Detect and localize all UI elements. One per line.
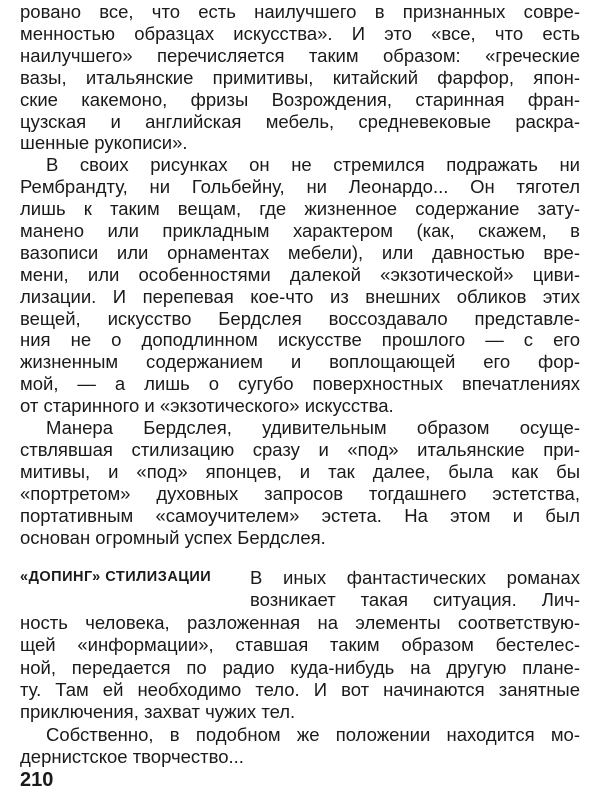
text-line: Собственно, в подобном же положении находится мо- xyxy=(46,724,580,745)
text-line: мой, — а лишь о сугубо поверхностных впечатлениях xyxy=(20,373,580,394)
text-line: ствлявшая стилизацию сразу и «под» итальянские при- xyxy=(20,439,580,460)
text-line: наилучшего» перечисляется таким образом: «греческие xyxy=(20,45,580,66)
text-line: щей «информации», ставшая таким образом бестелес- xyxy=(20,634,580,655)
text-line: дернистское творчество... xyxy=(20,746,244,767)
text-line: лизации. И перепевая кое-что из внешних обликов этих xyxy=(20,286,580,307)
text-line: ность человека, разложенная на элементы соответствую- xyxy=(20,612,580,633)
text-line: цузская и английская мебель, средневековые раскра- xyxy=(20,111,580,132)
text-line: лишь к таким вещам, где жизненное содержание зату- xyxy=(20,198,580,219)
text-line: ной, передается по радио куда-нибудь на другую плане- xyxy=(20,657,580,678)
text-line: ния не о доподлинном искусстве прошлого — с его xyxy=(20,329,580,350)
text-line: В своих рисунках он не стремился подражать ни xyxy=(46,154,580,175)
text-line: мени, или особенностями далекой «экзотической» циви- xyxy=(20,264,580,285)
text-line: приключения, захват чужих тел. xyxy=(20,701,296,722)
text-line: ровано все, что есть наилучшего в признанных совре- xyxy=(20,1,580,22)
text-line: манено или прикладным характером (как, скажем, в xyxy=(20,220,580,241)
text-line: жизненным содержанием и воплощающей его фор- xyxy=(20,351,580,372)
text-line: Рембрандту, ни Гольбейну, ни Леонардо... Он тяготел xyxy=(20,176,580,197)
text-line: вазы, итальянские примитивы, китайский фарфор, япон- xyxy=(20,67,580,88)
section-heading: «ДОПИНГ» СТИЛИЗАЦИИ xyxy=(20,569,212,585)
text-line: Манера Бердслея, удивительным образом осуще- xyxy=(46,417,580,438)
text-line: вазописи или орнаментах мебели), или давностью вре- xyxy=(20,242,580,263)
text-line: митивы, и «под» японцев, и так далее, была как бы xyxy=(20,461,580,482)
text-line: ту. Там ей необходимо тело. И вот начинаются занятные xyxy=(20,679,580,700)
text-line: менностью образцах искусства». И это «все, что есть xyxy=(20,23,580,44)
text-line: В иных фантастических романах xyxy=(250,567,580,588)
text-line: от старинного и «экзотического» искусства. xyxy=(20,395,394,416)
page-number: 210 xyxy=(20,769,54,791)
text-line: возникает такая ситуация. Лич- xyxy=(250,589,580,610)
text-line: портативным «самоучителем» эстета. На этом и был xyxy=(20,505,580,526)
text-line: вещей, искусство Бердслея воссоздавало представле- xyxy=(20,308,580,329)
text-line: основан огромный успех Бердслея. xyxy=(20,527,326,548)
text-line: шенные рукописи». xyxy=(20,132,188,153)
text-line: ские какемоно, фризы Возрождения, старинная фран- xyxy=(20,89,580,110)
text-line: «портретом» духовных запросов тогдашнего эстетства, xyxy=(20,483,580,504)
